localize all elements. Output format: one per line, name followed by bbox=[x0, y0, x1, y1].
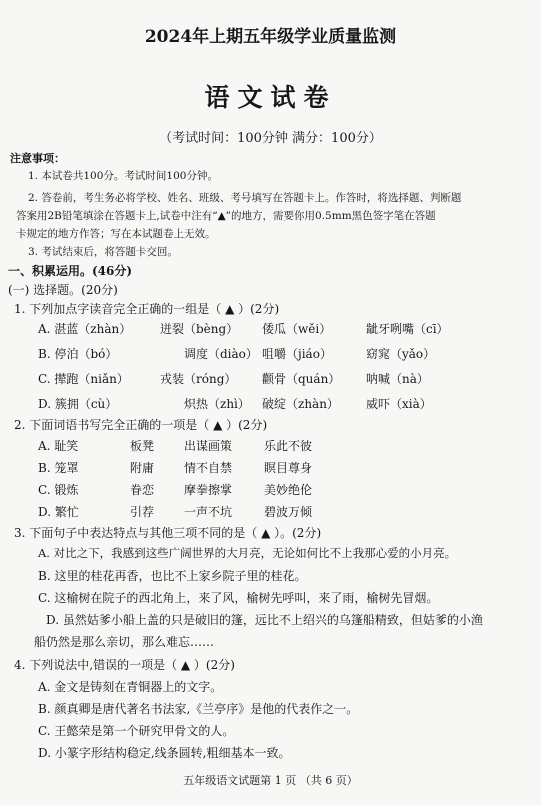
option-cell: 出谋画策 bbox=[184, 439, 233, 453]
option-cell: 美妙绝伦 bbox=[264, 483, 313, 497]
subject-title: 语文试卷 bbox=[204, 83, 337, 112]
page-footer: 五年级语文试题第 1 页 （共 6 页） bbox=[183, 774, 358, 787]
option-cell: 颧骨（quán） bbox=[262, 372, 341, 386]
option-cell: C. 撵跑（niǎn） bbox=[38, 372, 129, 386]
note-line: 2. 答卷前，考生务必将学校、姓名、班级、考号填写在答题卡上。作答时，将选择题、判断题 bbox=[28, 192, 462, 204]
option-line: C. 这榆树在院子的西北角上，来了风，榆树先呼叫，来了雨，榆树先冒烟。 bbox=[38, 591, 439, 605]
note-line: 1. 本试卷共100分。考试时间100分钟。 bbox=[28, 170, 218, 182]
option-cell: 乐此不彼 bbox=[264, 439, 313, 453]
option-cell: 倭瓜（wěi） bbox=[262, 322, 332, 336]
option-cell: A. 湛蓝（zhàn） bbox=[38, 322, 132, 336]
option-cell: D. 簇拥（cù） bbox=[38, 397, 118, 411]
option-cell: 戎装（róng） bbox=[160, 372, 237, 386]
option-line: B. 颜真卿是唐代著名书法家,《兰亭序》是他的代表作之一。 bbox=[38, 702, 359, 716]
option-line: B. 这里的桂花再香，也比不上家乡院子里的桂花。 bbox=[38, 569, 307, 583]
option-cell: 咀嚼（jiáo） bbox=[262, 347, 332, 361]
option-cell: 龇牙咧嘴（cī） bbox=[366, 322, 449, 336]
option-cell: 眷恋 bbox=[130, 483, 155, 497]
option-cell: 附庸 bbox=[130, 461, 155, 475]
option-cell: 引荐 bbox=[130, 505, 155, 519]
option-cell: 摩拳擦掌 bbox=[184, 483, 233, 497]
option-cell: 情不自禁 bbox=[184, 461, 233, 475]
question-4-stem: 4. 下列说法中,错误的一项是（ ▲ ）(2分) bbox=[14, 658, 235, 672]
option-cell: 迸裂（bèng） bbox=[160, 322, 239, 336]
option-cell: 呐喊（nà） bbox=[366, 372, 429, 386]
option-cell: 板凳 bbox=[130, 439, 155, 453]
option-cell: A. 耻笑 bbox=[38, 439, 79, 453]
notes-title: 注意事项： bbox=[10, 152, 65, 165]
option-cell: D. 繁忙 bbox=[38, 505, 79, 519]
note-line: 卡规定的地方作答；写在本试题卷上无效。 bbox=[16, 228, 216, 240]
option-cell: 破绽（zhàn） bbox=[262, 397, 339, 411]
option-line: 船仍然是那么亲切，那么难忘…… bbox=[34, 635, 215, 649]
option-cell: 调度（diào） bbox=[184, 347, 258, 361]
option-cell: B. 笼罩 bbox=[38, 461, 79, 475]
option-cell: 威吓（xià） bbox=[366, 397, 432, 411]
exam-title: 2024年上期五年级学业质量监测 bbox=[144, 27, 397, 47]
option-line: C. 王懿荣是第一个研究甲骨文的人。 bbox=[38, 724, 235, 738]
option-line: D. 小篆字形结构稳定,线条圆转,粗细基本一致。 bbox=[38, 746, 291, 760]
section-title: 一、积累运用。(46分) bbox=[8, 264, 133, 278]
option-cell: 碧波万倾 bbox=[264, 505, 313, 519]
option-line: A. 金文是铸刻在青铜器上的文字。 bbox=[38, 680, 223, 694]
option-line: A. 对比之下，我感到这些广阔世界的大月亮，无论如何比不上我那心爱的小月亮。 bbox=[38, 546, 457, 560]
option-cell: C. 锻炼 bbox=[38, 483, 79, 497]
exam-info: （考试时间：100分钟 满分：100分） bbox=[159, 131, 382, 146]
option-cell: 炽热（zhì） bbox=[184, 397, 250, 411]
note-line: 答案用2B铅笔填涂在答题卡上,试卷中注有“▲”的地方，需要你用0.5mm黑色签字笔在答题 bbox=[16, 210, 436, 222]
option-line: D. 虽然姑爹小船上盖的只是破旧的篷，远比不上绍兴的乌篷船精致，但姑爹的小渔 bbox=[46, 613, 483, 627]
option-cell: 窈窕（yǎo） bbox=[366, 347, 436, 361]
subsection-title: (一) 选择题。(20分) bbox=[8, 283, 118, 297]
option-cell: 一声不坑 bbox=[184, 505, 233, 519]
question-3-stem: 3. 下面句子中表达特点与其他三项不同的是（ ▲ ）。(2分) bbox=[14, 526, 322, 540]
option-cell: B. 停泊（bó） bbox=[38, 347, 118, 361]
question-1-stem: 1. 下列加点字读音完全正确的一组是（ ▲ ）(2分) bbox=[14, 302, 280, 316]
question-2-stem: 2. 下面词语书写完全正确的一项是（ ▲ ）(2分) bbox=[14, 418, 268, 432]
note-line: 3. 考试结束后，将答题卡交回。 bbox=[28, 246, 178, 258]
option-cell: 瞑目尊身 bbox=[264, 461, 313, 475]
